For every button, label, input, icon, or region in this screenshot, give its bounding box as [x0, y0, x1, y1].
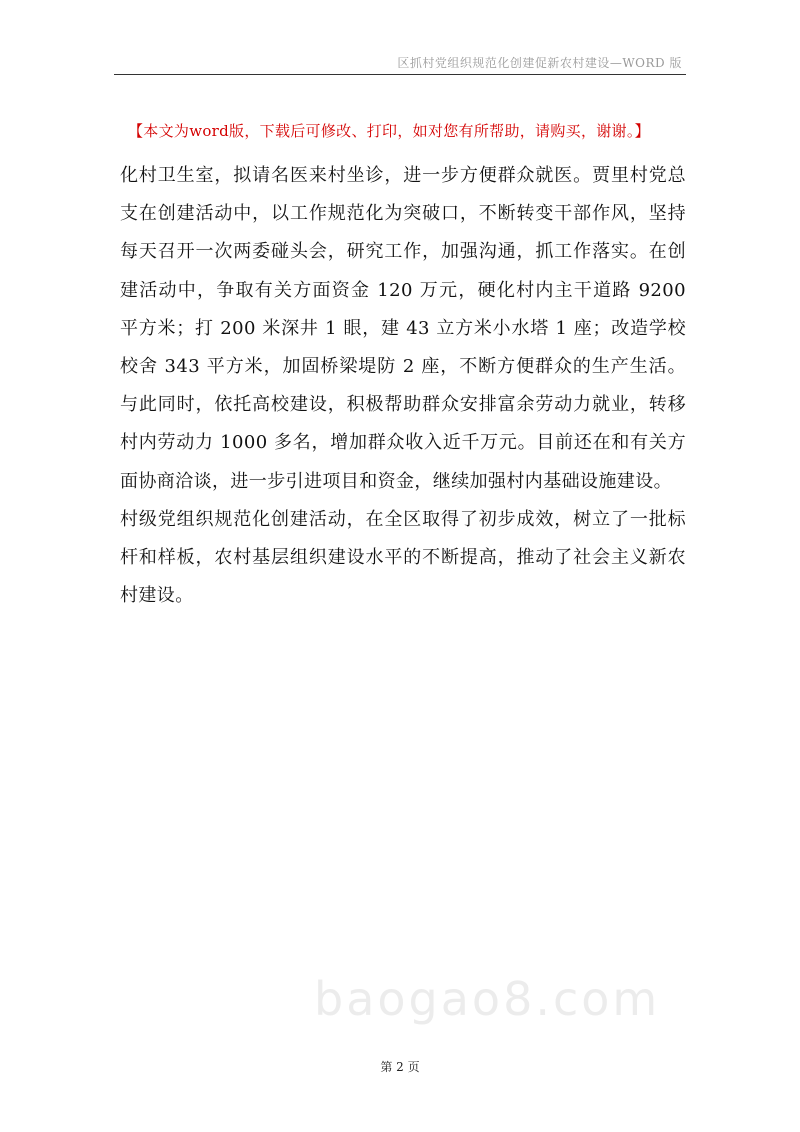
running-header-title: 区抓村党组织规范化创建促新农村建设—WORD 版	[397, 56, 682, 70]
page-number: 第 2 页	[380, 1060, 420, 1074]
header-divider	[114, 74, 686, 75]
watermark: baogao8.com	[314, 972, 661, 1026]
body-paragraph: 化村卫生室，拟请名医来村坐诊，进一步方便群众就医。贾里村党总支在创建活动中，以工作规范化为突破口，不断转变干部作风，坚持每天召开一次两委碰头会，研究工作，加强沟通，抓工作落实。在创建活动中，争取有关方面资金 120 万元，硬化村内主干道路 9200 平方米；打 200 米深井 1 眼，建 43 立方米小水塔 1 座；改造学校校舍 343 平方米，加固桥梁堤防 2 座，不断方便群众的生产生活。与此同时，依托高校建设，积极帮助群众安排富余劳动力就业，转移村内劳动力 1000 多名，增加群众收入近千万元。目前还在和有关方面协商洽谈，进一步引进项目和资金，继续加强村内基础设施建设。	[120, 165, 686, 492]
document-body	[120, 157, 686, 615]
download-notice: 【本文为word版，下载后可修改、打印，如对您有所帮助，请购买，谢谢。】	[128, 122, 650, 140]
body-paragraph: 村级党组织规范化创建活动，在全区取得了初步成效，树立了一批标杆和样板，农村基层组织建设水平的不断提高，推动了社会主义新农村建设。	[120, 508, 686, 607]
